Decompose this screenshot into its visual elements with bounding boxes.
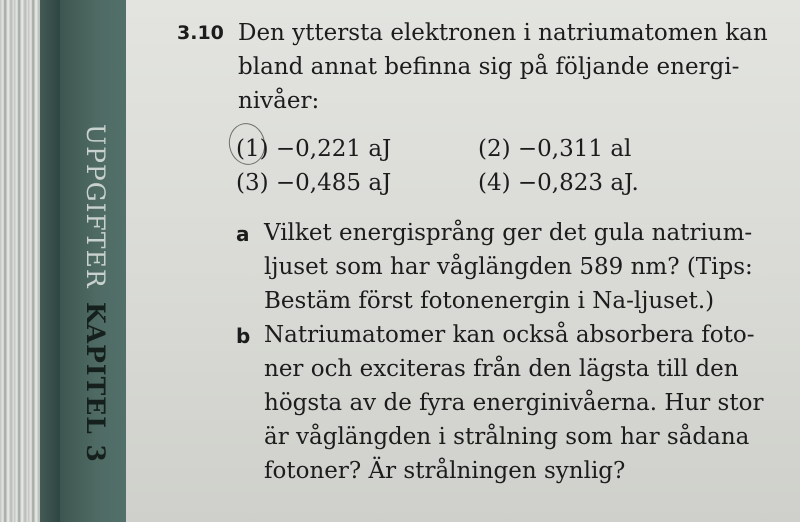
part-a-letter: a — [236, 222, 250, 246]
book-page-edges — [0, 0, 60, 522]
part-b-line-2: ner och exciteras från den lägsta till den — [264, 356, 739, 382]
part-b-line-1: Natriumatomer kan också absorbera foto- — [264, 322, 755, 348]
part-b-letter: b — [236, 324, 251, 348]
part-a-line-2: ljuset som har våglängden 589 nm? (Tips: — [264, 254, 753, 280]
part-b-line-4: är våglängden i strålning som har sådana — [264, 424, 750, 450]
chapter-label: KAPITEL 3 — [81, 302, 110, 463]
intro-line-3: nivåer: — [238, 88, 320, 114]
energy-level-1: (1) −0,221 aJ — [236, 136, 392, 162]
section-label: UPPGIFTER — [81, 124, 110, 289]
problem-number: 3.10 — [177, 22, 224, 44]
part-a-line-3: Bestäm först fotonenergin i Na-ljuset.) — [264, 288, 715, 314]
part-a-line-1: Vilket energisprång ger det gula natrium- — [264, 220, 753, 246]
intro-line-1: Den yttersta elektronen i natriumatomen kan — [238, 20, 768, 46]
energy-level-3: (3) −0,485 aJ — [236, 170, 392, 196]
energy-level-4: (4) −0,823 aJ. — [478, 170, 639, 196]
energy-level-2: (2) −0,311 al — [478, 136, 632, 162]
part-b-line-5: fotoner? Är strålningen synlig? — [264, 458, 626, 484]
part-b-line-3: högsta av de fyra energinivåerna. Hur stor — [264, 390, 764, 416]
intro-line-2: bland annat befinna sig på följande energi- — [238, 54, 740, 80]
